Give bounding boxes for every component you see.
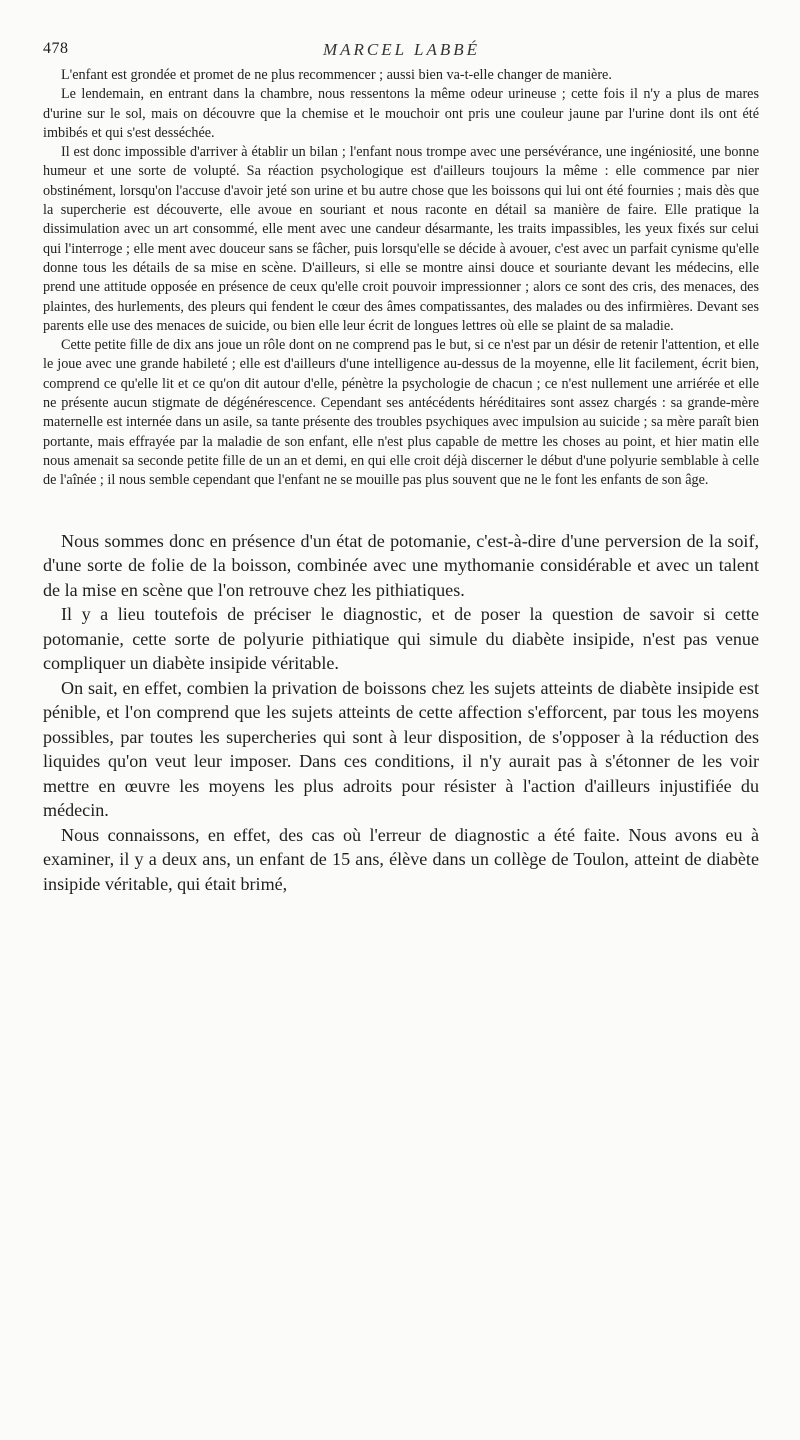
large-paragraph: Nous connaissons, en effet, des cas où l'erreur de diagnostic a été faite. Nous avons eu à examiner, il y a deux ans, un enfant de 15 ans, élève dans un collège de Toulon, atteint de diabète insipide véritable, qui était brimé, [43, 824, 759, 894]
small-paragraph: Cette petite fille de dix ans joue un rôle dont on ne comprend pas le but, si ce n'est par un désir de retenir l'attention, et elle le joue avec une grande habileté ; elle est d'ailleurs d'une intelligence au-dessus de la moyenne, elle lit facilement, écrit bien, comprend ce qu'elle lit et ce qu'on dit autour d'elle, pénètre la psychologie de chacun ; ce n'est nullement une arriérée et elle ne présente aucun stigmate de dégénérescence. Cependant ses antécédents héréditaires sont assez chargés : sa grande-mère maternelle est internée dans un asile, sa tante présente des troubles psychiques avec impulsion au suicide ; sa mère paraît bien portante, mais effrayée par la maladie de son enfant, elle n'est plus capable de mettre les choses au point, et hier matin elle nous amenait sa seconde petite fille de un an et demi, en qui elle croit déjà discerner le début d'une polyurie semblable à celle de l'aînée ; il nous semble cependant que l'enfant ne se mouille pas plus souvent que ne le font les enfants de son âge. [43, 337, 759, 489]
page-number: 478 [43, 40, 69, 57]
running-head: MARCEL LABBÉ [322, 40, 481, 59]
large-paragraph: Nous sommes donc en présence d'un état de potomanie, c'est-à-dire d'une perversion de la soif, d'une sorte de folie de la boisson, combinée avec une mythomanie considérable et avec un talent de la mise en scène que l'on retrouve chez les pithiatiques. [43, 530, 759, 600]
page-body [43, 66, 759, 896]
page-header [43, 40, 760, 66]
small-print-section [43, 66, 759, 491]
small-paragraph: Il est donc impossible d'arriver à établir un bilan ; l'enfant nous trompe avec une persévérance, une ingéniosité, une bonne humeur et une sorte de volupté. Sa réaction psychologique est d'ailleurs toujours la même : elle commence par nier obstinément, lorsqu'on l'accuse d'avoir jeté son urine et bu autre chose que les boissons qui lui ont été fournies ; mais dès que la supercherie est découverte, elle avoue en souriant et nous raconte en détail sa manière de faire. Elle pratique la dissimulation avec un art consommé, elle ment avec une candeur désarmante, les traits impassibles, les yeux fixés sur celui qui l'interroge ; elle ment avec douceur sans se fâcher, puis lorsqu'elle se décide à avouer, c'est avec un parfait cynisme qu'elle donne tous les détails de sa mise en scène. D'ailleurs, si elle se montre ainsi douce et souriante devant les médecins, elle prend une attitude opposée en présence de ceux qu'elle croit pouvoir impressionner ; alors ce sont des cris, des menaces, des plaintes, des hurlements, des pleurs qui fendent le cœur des âmes compatissantes, des malades ou des infirmières. Devant ses parents elle use des menaces de suicide, ou bien elle leur écrit de longues lettres où elle se plaint de sa maladie. [43, 144, 759, 334]
large-print-section [43, 529, 759, 897]
small-paragraph: Le lendemain, en entrant dans la chambre, nous ressentons la même odeur urineuse ; cette fois il n'y a plus de mares d'urine sur le sol, mais on découvre que la chemise et le mouchoir ont pris une couleur jaune par l'urine dont ils ont été imbibés et qui s'est desséchée. [43, 86, 759, 141]
small-paragraph: L'enfant est grondée et promet de ne plus recommencer ; aussi bien va-t-elle changer de manière. [61, 67, 612, 83]
large-paragraph: On sait, en effet, combien la privation de boissons chez les sujets atteints de diabète insipide est pénible, et l'on comprend que les sujets atteints de cette affection s'efforcent, par tous les moyens possibles, par toutes les supercheries qui sont à leur disposition, de s'opposer à la réduction des liquides qu'on veut leur imposer. Dans ces conditions, il n'y aurait pas à s'étonner de les voir mettre en œuvre les moyens les plus adroits pour résister à l'action d'ailleurs injustifiée du médecin. [43, 677, 759, 821]
large-paragraph: Il y a lieu toutefois de préciser le diagnostic, et de poser la question de savoir si cette potomanie, cette sorte de polyurie pithiatique qui simule du diabète insipide, n'est pas venue compliquer un diabète insipide véritable. [43, 604, 759, 674]
